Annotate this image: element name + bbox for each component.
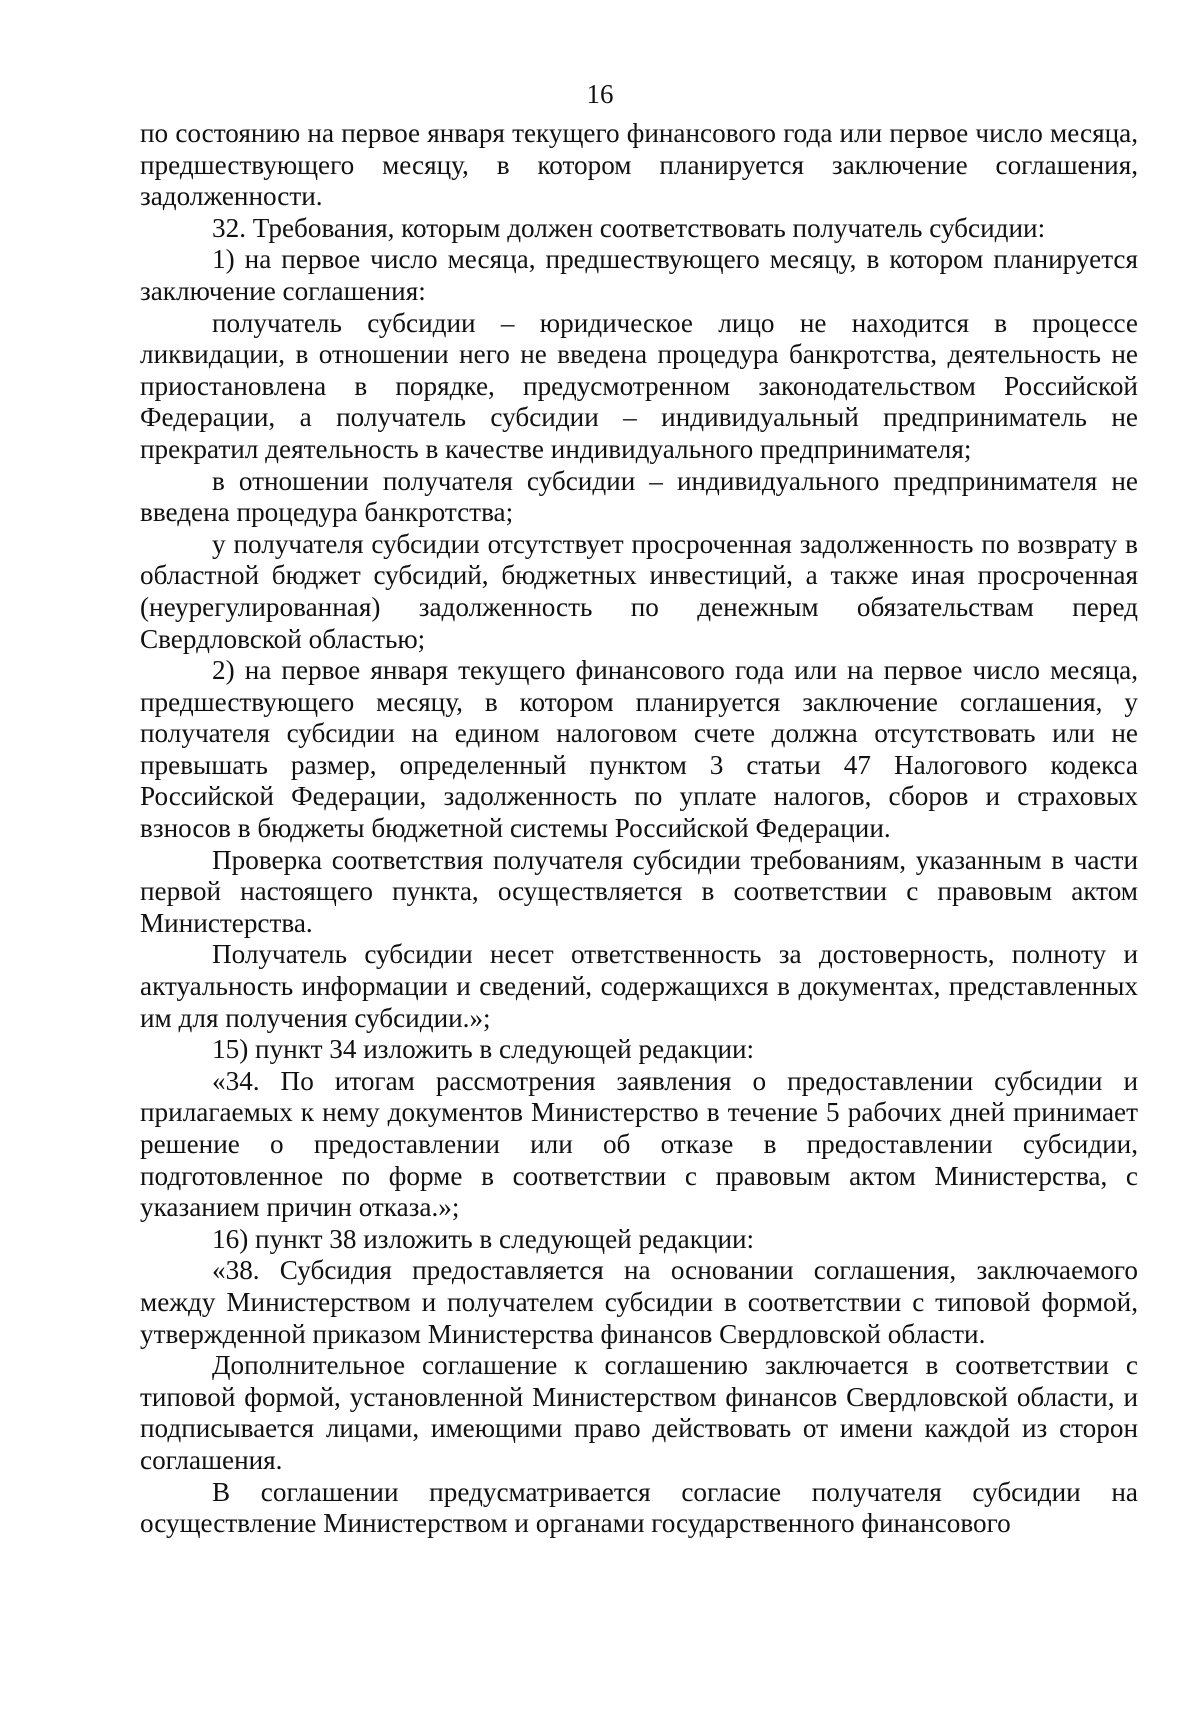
paragraph-verification: Проверка соответствия получателя субсидии требованиям, указанным в части первой настоящего пункта, осуществляется в соответствии с правовым актом Министерства. <box>140 844 1138 938</box>
paragraph-amendment-16: 16) пункт 38 изложить в следующей редакции: <box>212 1223 755 1254</box>
paragraph-subitem-2: 2) на первое января текущего финансового года или на первое число месяца, предшествующего месяцу, в котором планируется заключение соглашения, у получателя субсидии на едином налоговом счете должна отсутствовать или не превышать размер, определенный пунктом 3 статьи 47 Налогового кодекса Российской Федерации, задолженность по уплате налогов, сборов и страховых взносов в бюджеты бюджетной системы Российской Федерации. <box>140 655 1138 844</box>
paragraph-responsibility: Получатель субсидии несет ответственность за достоверность, полноту и актуальность информации и сведений, содержащихся в документах, представленных им для получения субсидии.»; <box>140 939 1138 1033</box>
paragraph-continuation: по состоянию на первое января текущего финансового года или первое число месяца, предшествующего месяцу, в котором планируется заключение соглашения, задолженности. <box>140 118 1138 212</box>
paragraph-additional-agreement: Дополнительное соглашение к соглашению заключается в соответствии с типовой формой, установленной Министерством финансов Свердловской области, и подписывается лицами, имеющими право действовать от имени каждой из сторон соглашения. <box>140 1350 1138 1475</box>
paragraph-bankruptcy: в отношении получателя субсидии – индивидуального предпринимателя не введена процедура банкротства; <box>140 465 1138 528</box>
paragraph-item-38: «38. Субсидия предоставляется на основании соглашения, заключаемого между Министерством и получателем субсидии в соответствии с типовой формой, утвержденной приказом Министерства финансов Свердловской области. <box>140 1255 1138 1349</box>
document-body <box>140 118 1138 1540</box>
paragraph-subitem-1: 1) на первое число месяца, предшествующего месяцу, в котором планируется заключение соглашения: <box>140 244 1138 306</box>
page-number: 16 <box>586 79 614 109</box>
paragraph-liquidation: получатель субсидии – юридическое лицо не находится в процессе ликвидации, в отношении него не введена процедура банкротства, деятельность не приостановлена в порядке, предусмотренном законодательством Российской Федерации, а получатель субсидии – индивидуальный предприниматель не прекратил деятельность в качестве индивидуального предпринимателя; <box>140 307 1138 464</box>
paragraph-overdue-debt: у получателя субсидии отсутствует просроченная задолженность по возврату в областной бюджет субсидий, бюджетных инвестиций, а также иная просроченная (неурегулированная) задолженность по денежным обязательствам перед Свердловской областью; <box>140 528 1138 654</box>
paragraph-consent: В соглашении предусматривается согласие получателя субсидии на осуществление Министерством и органами государственного финансового <box>140 1476 1138 1539</box>
paragraph-item-34: «34. По итогам рассмотрения заявления о предоставлении субсидии и прилагаемых к нему документов Министерство в течение 5 рабочих дней принимает решение о предоставлении или об отказе в предоставлении субсидии, подготовленное по форме в соответствии с правовым актом Министерства, с указанием причин отказа.»; <box>140 1065 1138 1223</box>
paragraph-amendment-15: 15) пункт 34 изложить в следующей редакции: <box>212 1034 755 1065</box>
paragraph-item-32: 32. Требования, которым должен соответствовать получатель субсидии: <box>212 212 1046 243</box>
